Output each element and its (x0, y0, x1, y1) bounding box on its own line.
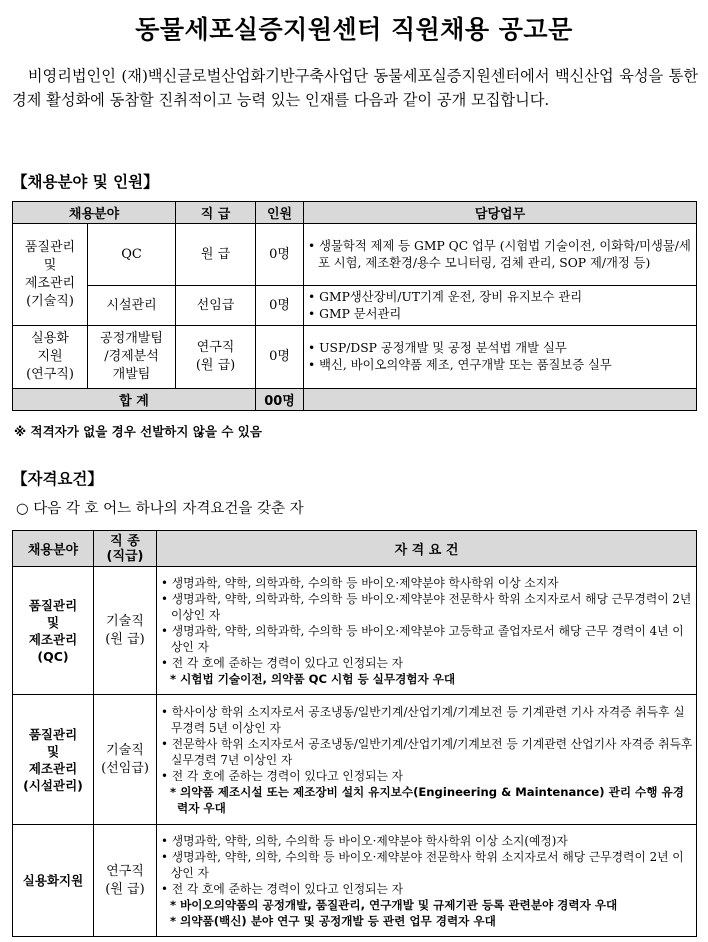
reqs-cell: • 생명과학, 약학, 의학과학, 수의학 등 바이오·제약분야 학사학위 이상 소지자 • 생명과학, 약학, 의학과학, 수의학 등 바이오·제약분야 전문학사 학위 소지자로서 해당 근무경력이 2년 이상인 자 • 생명과학, 약학, 의학과학, 수의학 등 바이오·제약분야 고등학교 졸업자로서 해당 근무 경력이 4년 이상인 자 • 전 각 호에 준하는 경력이 있다고 인정되는 자 * 시험법 기술이전, 의약품 QC 시험 등 실무경험자 우대 (157, 567, 697, 695)
selection-note: ※ 적격자가 없을 경우 선발하지 않을 수 있음 (14, 424, 262, 439)
section-heading-qualifications: 【자격요건】 (12, 470, 103, 488)
field-cell: 공정개발팀 /경제분석 개발팀 (88, 326, 176, 389)
reqs-cell: • 학사이상 학위 소지자로서 공조냉동/일반기계/산업기계/기계보전 등 기계관련 기사 자격증 취득후 실무경력 5년 이상인 자 • 전문학사 학위 소지자로서 공조냉동/일반기계/산업기계/기계보전 등 기계관련 산업기사 자격증 취득후 실무경력 7년 이상인 자 • 전 각 호에 준하는 경력이 있다고 인정되는 자 * 의약품 제조시설 또는 제조장비 설치 유지보수(Engineering & Maintenance) 관리 수행 유경력자 우대 (157, 695, 697, 825)
section-heading-positions: 【채용분야 및 인원】 (12, 173, 159, 191)
table-row (13, 567, 697, 695)
table-header-row (13, 531, 697, 567)
table-row (13, 825, 697, 937)
field-cell: 시설관리 (88, 286, 176, 326)
grade-cell: 선임급 (176, 286, 256, 326)
group-cell: 실용화 지원 (연구직) (13, 326, 88, 389)
table-row (13, 326, 697, 389)
duties-cell: • 생물학적 제제 등 GMP QC 업무 (시험법 기술이전, 이화학/미생물/세포 시험, 제조환경/용수 모니터링, 검체 관리, SOP 제/개정 등) (304, 224, 697, 286)
field-cell: QC (88, 224, 176, 286)
header-grade: 직 급 (176, 202, 256, 224)
table-row (13, 224, 697, 286)
positions-table (12, 201, 697, 411)
count-cell: 0명 (256, 224, 304, 286)
duties-cell: • GMP생산장비/UT기계 운전, 장비 유지보수 관리 • GMP 문서관리 (304, 286, 697, 326)
table-row (13, 695, 697, 825)
field-cell: 품질관리 및 제조관리 (QC) (13, 567, 94, 695)
table-header-row (13, 202, 697, 224)
header-duties: 담당업무 (304, 202, 697, 224)
duties-cell: • USP/DSP 공정개발 및 공정 분석법 개발 실무 • 백신, 바이오의약품 제조, 연구개발 또는 품질보증 실무 (304, 326, 697, 389)
total-value: 00명 (256, 389, 304, 411)
page-title: 동물세포실증지원센터 직원채용 공고문 (135, 15, 573, 44)
total-empty (304, 389, 697, 411)
field-cell: 실용화지원 (13, 825, 94, 937)
reqs-cell: • 생명과학, 약학, 의학, 수의학 등 바이오·제약분야 학사학위 이상 소지(예정)자 • 생명과학, 약학, 의학, 수의학 등 바이오·제약분야 전문학사 학위 소지자로서 해당 근무경력이 2년 이상인 자 • 전 각 호에 준하는 경력이 있다고 인정되는 자 * 바이오의약품의 공정개발, 품질관리, 연구개발 및 규제기관 등록 관련분야 경력자 우대 * 의약품(백신) 분야 연구 및 공정개발 등 관련 업무 경력자 우대 (157, 825, 697, 937)
qualifications-table (12, 530, 697, 937)
intro-paragraph: 비영리법인인 (재)백신글로벌산업화기반구축사업단 동물세포실증지원센터에서 백신산업 육성을 통한 경제 활성화에 동참할 진취적이고 능력 있는 인재를 다음과 같이 공개 모집합니다. (12, 67, 698, 109)
header-type: 직 종 (직급) (94, 531, 157, 567)
qualification-condition: ○ 다음 각 호 어느 하나의 자격요건을 갖춘 자 (16, 501, 304, 517)
header-count: 인원 (256, 202, 304, 224)
type-cell: 기술직 (선임급) (94, 695, 157, 825)
table-row (13, 286, 697, 326)
count-cell: 0명 (256, 286, 304, 326)
grade-cell: 원 급 (176, 224, 256, 286)
total-row (13, 389, 697, 411)
type-cell: 연구직 (원 급) (94, 825, 157, 937)
header-field: 채용분야 (13, 202, 176, 224)
field-cell: 품질관리 및 제조관리 (시설관리) (13, 695, 94, 825)
total-label: 합 계 (13, 389, 256, 411)
group-cell: 품질관리 및 제조관리 (기술직) (13, 224, 88, 326)
grade-cell: 연구직 (원 급) (176, 326, 256, 389)
header-reqs: 자 격 요 건 (157, 531, 697, 567)
header-field: 채용분야 (13, 531, 94, 567)
type-cell: 기술직 (원 급) (94, 567, 157, 695)
count-cell: 0명 (256, 326, 304, 389)
